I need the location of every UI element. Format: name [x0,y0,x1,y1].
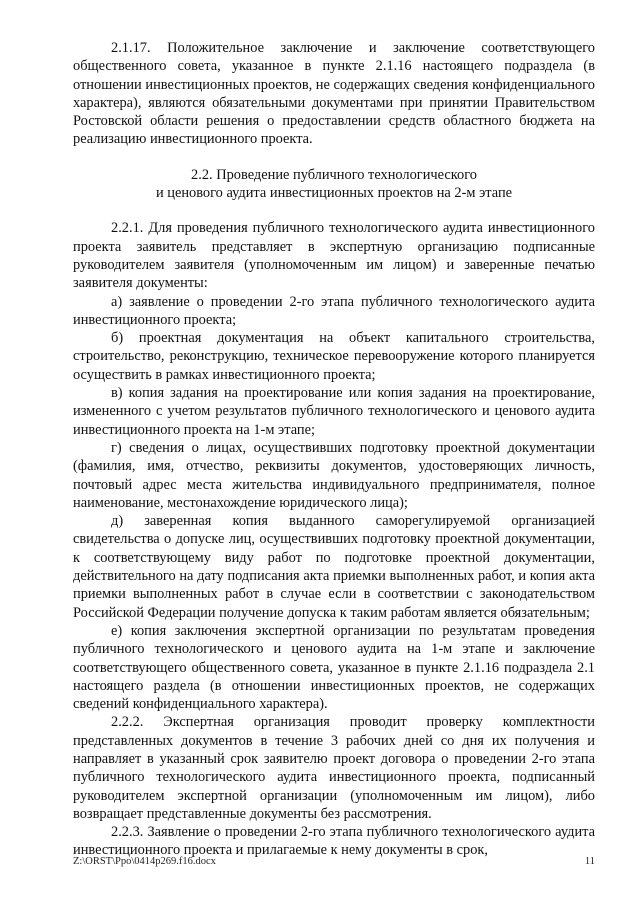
file-path: Z:\ORST\Ppo\0414p269.f16.docx [73,856,216,867]
list-item-g: г) сведения о лицах, осуществивших подготовку проектной документации (фамилия, имя, отчество, реквизиты документов, удостоверяющих личность, почтовый адрес места жительства индивидуального предпринимателя, полное наименование, местонахождение юридического лица); [73,439,595,511]
list-item-v: в) копия задания на проектирование или копия задания на проектирование, измененного с учетом результатов публичного технологического и ценового аудита инвестиционного проекта на 1-м этапе; [73,385,595,438]
section-heading-line-2: и ценового аудита инвестиционных проектов на 2-м этапе [155,185,513,202]
paragraph-2-1-17: 2.1.17. Положительное заключение и заключение соответствующего общественного совета, указанное в пункте 2.1.16 настоящего подраздела (в отношении инвестиционных проектов, не содержащих сведения конфиденциального характера), являются обязательными документами при принятии Правительством Ростовской области решения о предоставлении средств областного бюджета на реализацию инвестиционного проекта. [73,40,595,148]
paragraph-2-2-3: 2.2.3. Заявление о проведении 2-го этапа публичного технологического аудита инвестиционного проекта и прилагаемые к нему документы в срок, [73,824,595,859]
paragraph-2-2-1: 2.2.1. Для проведения публичного технологического аудита инвестиционного проекта заявитель представляет в экспертную организацию подписанные руководителем заявителя (уполномоченным им лицом) и заверенные печатью заявителя документы: [73,220,595,292]
section-heading-line-1: 2.2. Проведение публичного технологического [191,166,477,183]
spacer [73,149,595,166]
paragraph-2-2-2: 2.2.2. Экспертная организация проводит проверку комплектности представленных документов в течение 3 рабочих дней со дня их получения и направляет в указанный срок заявителю проект договора о проведении 2-го этапа публичного технологического аудита инвестиционного проекта, подписанный руководителем экспертной организации (уполномоченным им лицом), либо возвращает представленные документы без рассмотрения. [73,714,595,822]
page-footer [73,855,595,868]
document-body [73,39,595,860]
list-item-d: д) заверенная копия выданного саморегулируемой организацией свидетельства о допуске лиц, осуществивших подготовку проектной документации, к соответствующему виду работ по подготовке проектной документации, действительного на дату подписания акта приемки выполненных работ, и копия акта приемки выполненных работ в случае если в соответствии с законодательством Российской Федерации получение допуска к таким работам является обязательным; [73,513,595,621]
list-item-a: а) заявление о проведении 2-го этапа публичного технологического аудита инвестиционного проекта; [73,293,595,328]
list-item-b: б) проектная документация на объект капитального строительства, строительство, реконструкцию, техническое перевооружение которого планируется осуществить в рамках инвестиционного проекта; [73,330,595,383]
list-item-e: е) копия заключения экспертной организации по результатам проведения публичного технологического и ценового аудита на 1-м этапе и заключение соответствующего общественного совета, указанное в пункте 2.1.16 подраздела 2.1 настоящего раздела (в отношении инвестиционных проектов, не содержащих сведений конфиденциального характера). [73,622,595,713]
page-number: 11 [584,856,595,867]
spacer [73,202,595,219]
